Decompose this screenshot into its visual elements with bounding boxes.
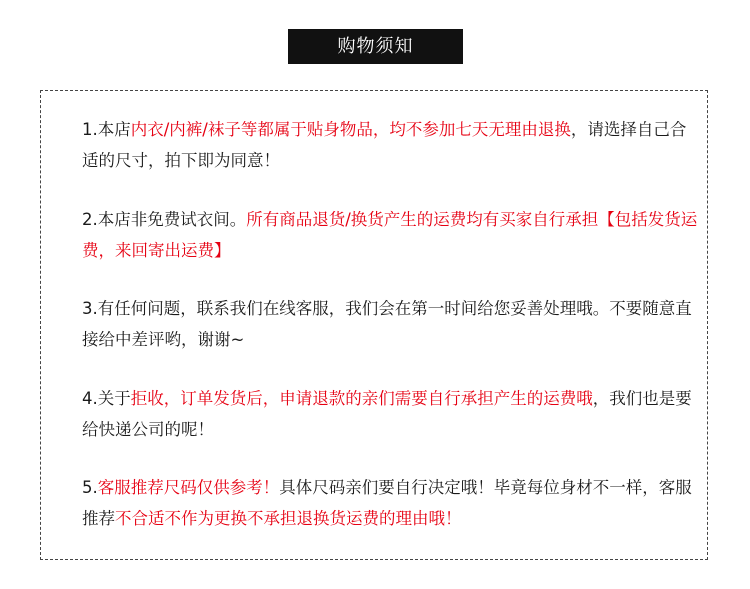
notice-5-text-b: 具体尺码亲们要自行决定哦！毕竟每位身材不一样，客服推荐 — [82, 478, 692, 528]
notice-5-text-a: 5. — [82, 478, 98, 497]
notice-item-1 — [82, 114, 702, 176]
notice-4-text-a: 4.关于 — [82, 389, 131, 408]
notice-item-3 — [82, 293, 702, 355]
notice-1-text-a: 1.本店 — [82, 120, 131, 139]
notice-2-text-a: 2.本店非免费试衣间。 — [82, 210, 247, 229]
notice-item-2 — [82, 204, 702, 266]
notice-3-text: 3.有任何问题，联系我们在线客服，我们会在第一时间给您妥善处理哦。不要随意直接给中差评哟，谢谢~ — [82, 299, 692, 349]
notice-item-4 — [82, 383, 702, 445]
notice-item-5 — [82, 472, 702, 534]
page-title: 购物须知 — [288, 29, 463, 64]
notice-1-text-b: ，请选择自己合适的尺寸，拍下即为同意！ — [82, 120, 687, 170]
notice-5-highlight-a: 客服推荐尺码仅供参考！ — [97, 478, 280, 497]
notice-4-text-b: ，我们也是要给快递公司的呢！ — [82, 389, 692, 439]
notice-4-highlight: 拒收，订单发货后，申请退款的亲们需要自行承担产生的运费哦 — [130, 389, 593, 408]
notice-2-highlight: 所有商品退货/换货产生的运费均有买家自行承担【包括发货运费，来回寄出运费】 — [82, 210, 698, 260]
notice-5-highlight-b: 不合适不作为更换不承担退换货运费的理由哦！ — [115, 509, 462, 528]
notice-1-highlight: 内衣/内裤/袜子等都属于贴身物品，均不参加七天无理由退换 — [130, 120, 571, 139]
